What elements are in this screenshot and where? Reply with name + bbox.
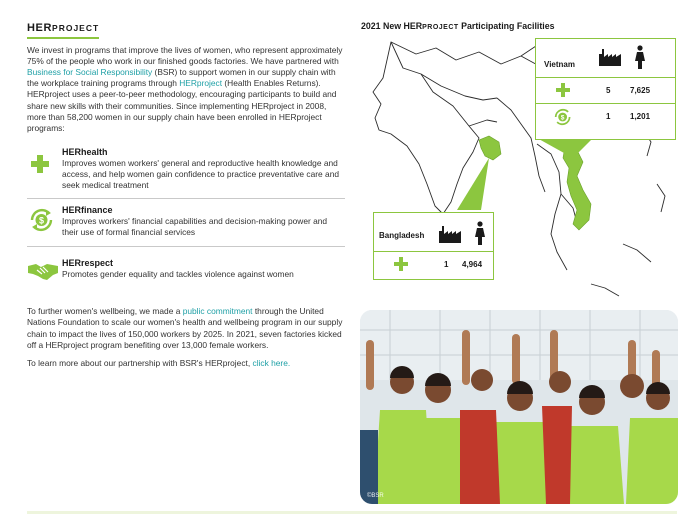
photo-credit: ©BSR <box>367 493 384 499</box>
woman-icon <box>634 45 646 74</box>
divider <box>27 198 345 199</box>
vietnam-region <box>563 146 591 230</box>
vietnam-row-finance <box>536 103 675 129</box>
vietnam-card <box>535 38 676 140</box>
vietnam-row-health <box>536 77 675 103</box>
bangladesh-row-health <box>374 251 493 277</box>
factory-count: 5 <box>606 86 611 95</box>
pillar-herrespect <box>27 258 345 280</box>
footer-strip <box>27 511 677 514</box>
map-title: 2021 New HERPROJECT Participating Facilities <box>361 21 555 31</box>
women-count: 7,625 <box>630 86 651 95</box>
pillar-title: HERfinance <box>62 205 113 216</box>
svg-text:$: $ <box>560 114 565 122</box>
wellbeing-paragraph: To further women's wellbeing, we made a public commitment through the United Nations Foundation to scale our women's health and wellbeing program in our supply chain to impact the lives of 150,000 workers by 2025. In 2021, seven factories kicked off a HERproject program benefiting over 13,000 female workers. <box>27 306 343 350</box>
bangladesh-callout-pointer <box>457 158 489 210</box>
country-label: Bangladesh <box>379 231 425 240</box>
plus-icon <box>556 83 570 99</box>
pillar-text: Promotes gender equality and tackles violence against women <box>62 269 294 280</box>
country-label: Vietnam <box>544 60 575 69</box>
woman-icon <box>474 221 486 250</box>
section-title-main: HER <box>27 22 53 34</box>
pillar-herhealth <box>27 147 345 191</box>
asia-map <box>361 34 679 306</box>
factory-icon <box>438 225 462 248</box>
handshake-icon <box>27 260 55 284</box>
dollar-cycle-icon <box>27 207 55 231</box>
pillar-title: HERrespect <box>62 258 114 269</box>
pillar-title: HERhealth <box>62 147 108 158</box>
pillar-text: Improves women workers' general and reproductive health knowledge and access, and help women gain confidence to practice preventative care and seek medical treatment <box>62 158 340 191</box>
herproject-link[interactable]: HERproject <box>179 78 223 89</box>
title-underline <box>27 37 99 39</box>
learn-more-paragraph: To learn more about our partnership with BSR's HERproject, click here. <box>27 357 291 368</box>
workers-photo-illustration <box>360 310 678 504</box>
plus-icon <box>27 149 55 173</box>
pillar-text: Improves workers' financial capabilities and decision-making power and their use of formal financial services <box>62 216 328 238</box>
workers-photo <box>360 310 678 504</box>
section-title-small: PROJECT <box>52 23 100 33</box>
factory-count: 1 <box>444 260 449 269</box>
click-here-link[interactable]: click here. <box>252 357 291 368</box>
bangladesh-card <box>373 212 494 280</box>
plus-icon <box>394 257 408 273</box>
bsr-link[interactable]: Business for Social Responsibility <box>27 66 153 77</box>
bangladesh-region <box>479 136 501 160</box>
dollar-cycle-icon <box>552 107 574 129</box>
left-column <box>27 22 345 369</box>
pillar-herfinance <box>27 205 345 238</box>
section-title <box>27 22 345 34</box>
factory-count: 1 <box>606 112 611 121</box>
svg-text:$: $ <box>38 215 45 226</box>
women-count: 1,201 <box>630 112 651 121</box>
factory-icon <box>598 48 622 71</box>
women-count: 4,964 <box>462 260 483 269</box>
intro-paragraph: We invest in programs that improve the lives of women, who represent approximately 75% of the people who work in our finished goods factories. We have partnered with Business for Social Responsibility (BSR) to support women in our supply chain with the workplace training programs through HERproject (Health Enables Returns). HERproject uses a peer-to-peer methodology, encouraging participants to build and share new skills with their communities. Since implementing HERproject in 2008, more than 58,200 women in our supply chain have been enrolled in HERproject programs: <box>27 44 343 133</box>
divider <box>27 246 345 247</box>
public-commitment-link[interactable]: public commitment <box>182 306 253 317</box>
